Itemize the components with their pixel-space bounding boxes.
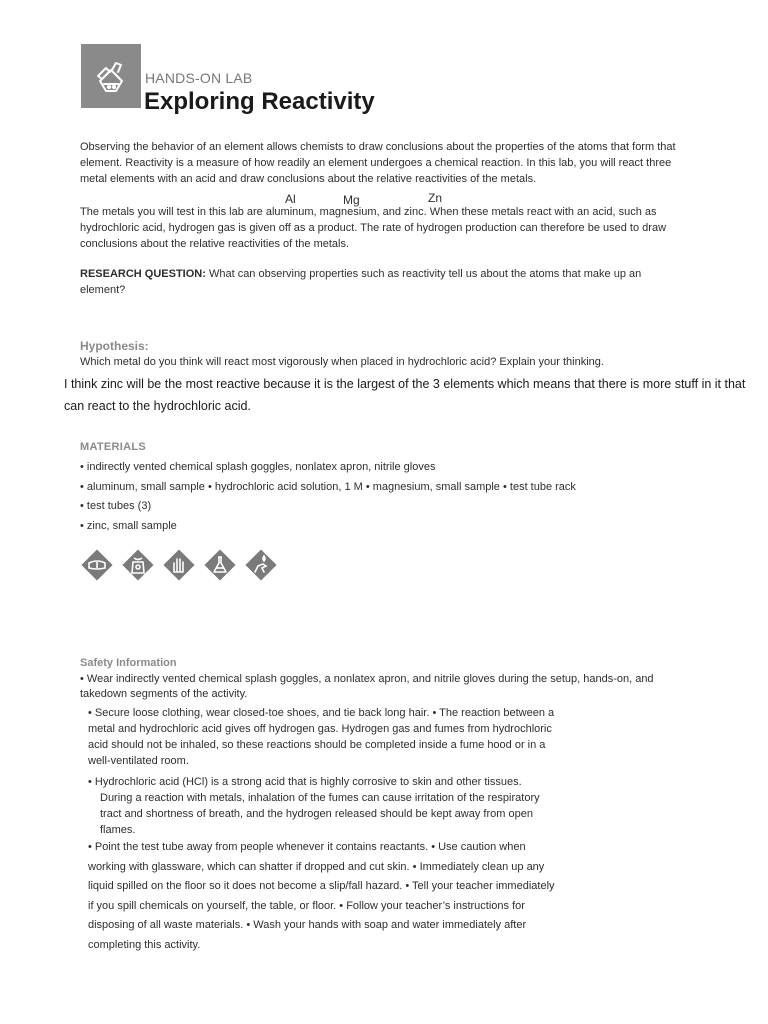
safety-intro: • Wear indirectly vented chemical splash goggles, a nonlatex apron, and nitrile gloves during the setup, hands-on, and takedown segments of the activity.: [80, 673, 654, 700]
safety-heading: Safety Information: [80, 657, 177, 669]
symbol-mg: Mg: [343, 193, 360, 207]
intro-paragraph: Observing the behavior of an element allows chemists to draw conclusions about the properties of the atoms that form that element. Reactivity is a measure of how readily an element undergoes a chemical reaction. In this lab, you will react three metal elements with an acid and draw conclusions about the relative reactivities of the metals.: [80, 141, 676, 185]
apron-icon: [121, 548, 155, 582]
flask-icon: [90, 55, 132, 97]
safety-bullet-hcl-first: • Hydrochloric acid (HCl) is a strong acid that is highly corrosive to skin and other tissues.: [88, 776, 522, 788]
metals-paragraph: The metals you will test in this lab are aluminum, magnesium, and zinc. When these metals react with an acid, such as hydrochloric acid, hydrogen gas is given off as a product. The rate of hydrogen production can therefore be used to draw conclusions about the relative reactivities of the metals.: [80, 206, 667, 250]
symbol-zn: Zn: [428, 191, 443, 205]
safety-icons: [80, 548, 278, 582]
gloves-icon: [162, 548, 196, 582]
research-question: [80, 266, 680, 298]
list-item: • test tubes (3): [80, 500, 152, 512]
hypothesis-question: Which metal do you think will react most vigorously when placed in hydrochloric acid? Explain your thinking.: [80, 356, 604, 368]
page-title: Exploring Reactivity: [144, 88, 375, 115]
list-item: • indirectly vented chemical splash goggles, nonlatex apron, nitrile gloves: [80, 461, 436, 473]
symbol-al: Al: [285, 192, 296, 206]
materials-heading: MATERIALS: [80, 441, 147, 453]
lab-kicker: HANDS-ON LAB: [145, 70, 253, 86]
materials-list: [80, 458, 720, 536]
hand-wash-icon: [244, 548, 278, 582]
goggles-icon: [80, 548, 114, 582]
hypothesis-answer[interactable]: I think zinc will be the most reactive because it is the largest of the 3 elements which means that there is more stuff in it that can react to the hydrochloric acid.: [64, 377, 746, 413]
lab-logo: [81, 44, 141, 108]
list-item: • zinc, small sample: [80, 519, 177, 532]
safety-bullet-procedures: • Point the test tube away from people whenever it contains reactants. • Use caution when working with glassware, which can shatter if dropped and cut skin. • Immediately clean up any liquid spilled on the floor so it does not become a slip/fall hazard. • Tell your teacher immediately if you spill chemicals on yourself, the table, or floor. • Follow your teacher’s instructions for disposing of all waste materials. • Wash your hands with soap and water immediately after completing this activity.: [88, 841, 555, 951]
safety-bullet-clothing: • Secure loose clothing, wear closed-toe shoes, and tie back long hair. • The reaction between a metal and hydrochloric acid gives off hydrogen gas. Hydrogen gas and fumes from hydrochloric acid should not be inhaled, so these reactions should be completed inside a fume hood or in a well-ventilated room.: [88, 707, 555, 767]
safety-bullet-hcl: [88, 774, 558, 838]
list-item: • aluminum, small sample • hydrochloric acid solution, 1 M • magnesium, small sample • test tube rack: [80, 480, 576, 493]
hypothesis-heading: Hypothesis:: [80, 339, 149, 353]
flask-icon: [203, 548, 237, 582]
research-question-text: What can observing properties such as reactivity tell us about the atoms that make up an element?: [80, 268, 642, 296]
research-question-label: RESEARCH QUESTION:: [80, 268, 206, 280]
safety-bullet-hcl-rest: During a reaction with metals, inhalation of the fumes can cause irritation of the respiratory tract and shortness of breath, and the hydrogen released should be kept away from open flames.: [100, 792, 540, 836]
